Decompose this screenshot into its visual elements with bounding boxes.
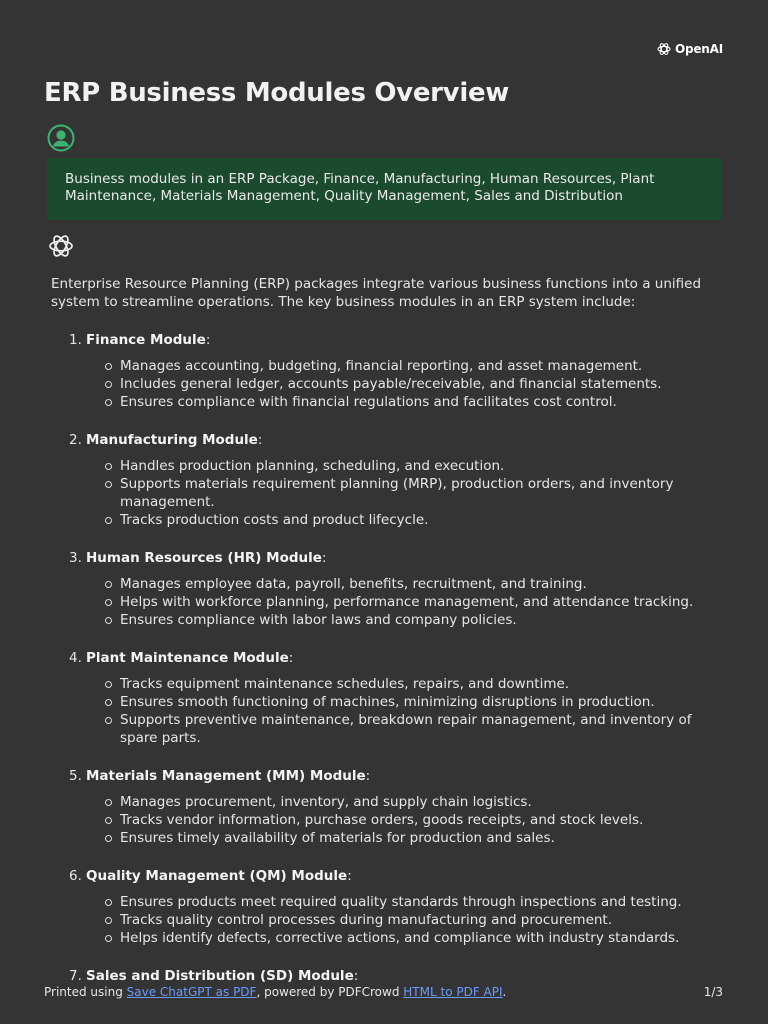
bullet-item: Tracks equipment maintenance schedules, repairs, and downtime. — [120, 675, 721, 693]
module-colon: : — [353, 968, 359, 984]
bullet-item: Ensures compliance with financial regulations and facilitates cost control. — [120, 393, 721, 411]
module-number: 2. — [69, 432, 82, 448]
module-colon: : — [288, 650, 294, 666]
module-number: 7. — [69, 968, 82, 984]
bullet-item: Includes general ledger, accounts payable/receivable, and financial statements. — [120, 375, 721, 393]
module-colon: : — [257, 432, 263, 448]
bullet-item: Ensures compliance with labor laws and company policies. — [120, 611, 721, 629]
module-number: 3. — [69, 550, 82, 566]
module-item — [51, 549, 721, 629]
openai-brand — [656, 41, 723, 57]
brand-name: OpenAI — [674, 42, 723, 56]
bullet-item: Ensures smooth functioning of machines, minimizing disruptions in production. — [120, 693, 721, 711]
module-item — [51, 967, 721, 985]
module-bullets — [86, 893, 721, 947]
module-name: Manufacturing Module — [86, 432, 258, 448]
footer-prefix: Printed using — [44, 985, 127, 999]
module-bullets — [86, 357, 721, 411]
chatgpt-logo-icon — [47, 232, 75, 260]
html-to-pdf-api-link[interactable]: HTML to PDF API — [403, 985, 503, 999]
module-name: Materials Management (MM) Module — [86, 768, 366, 784]
module-bullets — [86, 675, 721, 747]
assistant-response — [51, 275, 721, 1005]
module-number: 1. — [69, 332, 82, 348]
module-list — [51, 331, 721, 985]
bullet-item: Helps with workforce planning, performance management, and attendance tracking. — [120, 593, 721, 611]
module-item — [51, 331, 721, 411]
module-name: Plant Maintenance Module — [86, 650, 289, 666]
module-name: Human Resources (HR) Module — [86, 550, 322, 566]
bullet-item: Tracks quality control processes during manufacturing and procurement. — [120, 911, 721, 929]
module-colon: : — [321, 550, 327, 566]
response-intro: Enterprise Resource Planning (ERP) packages integrate various business functions into a unified system to streamline operations. The key business modules in an ERP system include: — [51, 276, 702, 310]
module-heading — [69, 967, 721, 985]
bullet-item: Manages employee data, payroll, benefits, recruitment, and training. — [120, 575, 721, 593]
footer-text — [44, 985, 506, 999]
module-bullets — [86, 457, 721, 529]
module-heading — [69, 431, 721, 449]
bullet-item: Handles production planning, scheduling, and execution. — [120, 457, 721, 475]
module-name: Quality Management (QM) Module — [86, 868, 348, 884]
module-heading — [69, 331, 721, 349]
bullet-item: Manages accounting, budgeting, financial reporting, and asset management. — [120, 357, 721, 375]
module-item — [51, 867, 721, 947]
user-avatar-icon — [47, 124, 75, 152]
module-heading — [69, 549, 721, 567]
module-item — [51, 767, 721, 847]
footer-end: . — [502, 985, 507, 999]
bullet-item: Supports preventive maintenance, breakdown repair management, and inventory of spare parts. — [120, 711, 721, 747]
bullet-item: Tracks production costs and product lifecycle. — [120, 511, 721, 529]
module-bullets — [86, 575, 721, 629]
bullet-item: Supports materials requirement planning (MRP), production orders, and inventory management. — [120, 475, 721, 511]
module-heading — [69, 867, 721, 885]
module-bullets — [86, 793, 721, 847]
user-message: Business modules in an ERP Package, Finance, Manufacturing, Human Resources, Plant Maintenance, Materials Management, Quality Management, Sales and Distribution — [47, 158, 721, 220]
openai-logo-icon — [656, 41, 672, 57]
module-colon: : — [347, 868, 352, 884]
footer-middle: , powered by PDFCrowd — [256, 985, 404, 999]
module-number: 6. — [69, 868, 82, 884]
module-name: Finance Module — [86, 332, 206, 348]
print-footer — [44, 985, 723, 999]
module-item — [51, 431, 721, 529]
page-number: 1/3 — [703, 985, 723, 999]
module-colon: : — [205, 332, 211, 348]
module-number: 5. — [69, 768, 82, 784]
bullet-item: Tracks vendor information, purchase orders, goods receipts, and stock levels. — [120, 811, 721, 829]
module-item — [51, 649, 721, 747]
bullet-item: Helps identify defects, corrective actions, and compliance with industry standards. — [120, 929, 721, 947]
module-name: Sales and Distribution (SD) Module — [86, 968, 354, 984]
bullet-item: Manages procurement, inventory, and supply chain logistics. — [120, 793, 721, 811]
page-title: ERP Business Modules Overview — [44, 78, 510, 108]
module-heading — [69, 767, 721, 785]
bullet-item: Ensures products meet required quality standards through inspections and testing. — [120, 893, 721, 911]
save-chatgpt-pdf-link[interactable]: Save ChatGPT as PDF — [126, 985, 257, 999]
module-number: 4. — [69, 650, 82, 666]
module-heading — [69, 649, 721, 667]
module-colon: : — [365, 768, 371, 784]
bullet-item: Ensures timely availability of materials for production and sales. — [120, 829, 721, 847]
